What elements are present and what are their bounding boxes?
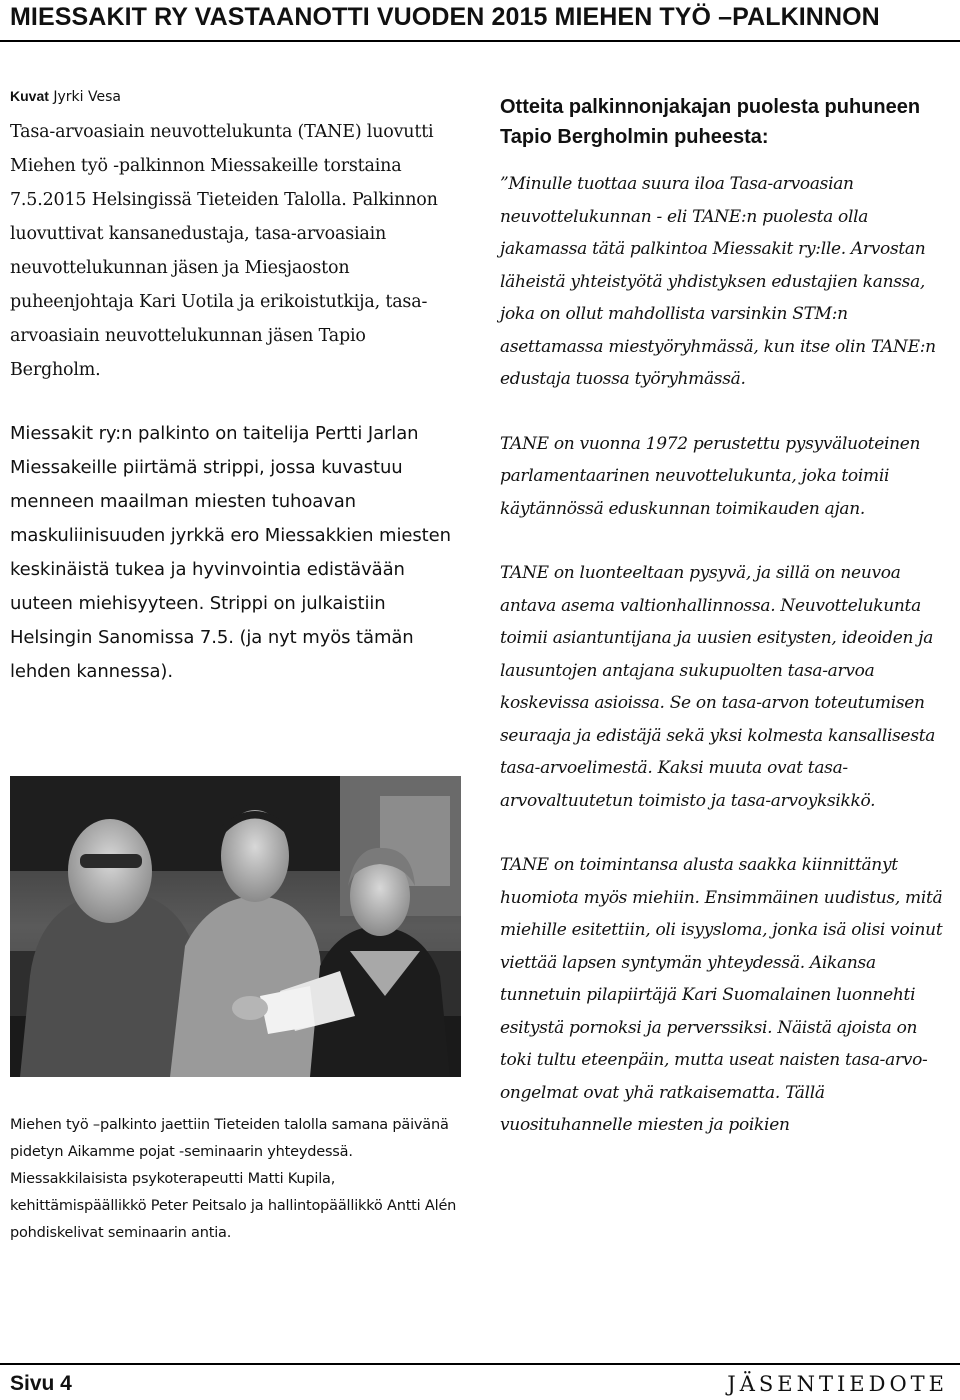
speech-heading: Otteita palkinnonjakajan puolesta puhuneen Tapio Bergholmin puheesta: <box>500 96 921 148</box>
photo-credit <box>10 86 460 107</box>
photo-caption: Miehen työ –palkinto jaettiin Tieteiden talolla samana päivänä pidetyn Aikamme pojat -seminaarin yhteydessä. Miessakkilaisista psykoterapeutti Matti Kupila, kehittämispäällikkö Peter Peitsalo ja hallintopäällikkö Antti Alén pohdiskelivat seminaarin antia. <box>10 1117 457 1241</box>
right-column <box>500 92 950 1174</box>
seminar-photo <box>10 776 461 1077</box>
speech-paragraph-4: TANE on toimintansa alusta saakka kiinnittänyt huomiota myös miehiin. Ensimmäinen uudistus, mitä miehille esitettiin, oli isyyslomа, jonka isä olisi voinut viettää lapsen syntymän yhteydessä. Aikansa tunnetuin pilapiirtäjä Kari Suomalainen luonnehti esitystä pornoksi ja perverssiksi. Näistä ajoista on toki tultu eteenpäin, mutta useat naisten tasa-arvo-ongelmat ovat yhä ratkaisematta. Tällä vuosituhannelle miesten ja poikien <box>500 855 943 1135</box>
speech-paragraph-3: TANE on luonteeltaan pysyvä, ja sillä on neuvoa antava asema valtionhallinnossa. Neuvottelukunta toimii asiantuntijana ja uusien esitysten, ideoiden ja lausuntojen antajana sukupuolten tasa-arvoa koskevissa asioissa. Se on tasa-arvon toteutumisen seuraaja ja edistäjä sekä yksi kolmesta kansallisesta tasa-arvoelimestä. Kaksi muuta ovat tasa-arvovaltuutetun toimisto ja tasa-arvoyksikkö. <box>500 563 936 811</box>
intro-paragraph: Tasa-arvoasiain neuvottelukunta (TANE) luovutti Miehen työ -palkinnon Miessakeille torstaina 7.5.2015 Helsingissä Tieteiden Talolla. Palkinnon luovuttivat kansanedustaja, tasa-arvoasiain neuvottelukunnan jäsen ja Miesjaoston puheenjohtaja Kari Uotila ja erikoistutkija, tasa-arvoasiain neuvottelukunnan jäsen Tapio Bergholm. <box>10 122 438 380</box>
photo-credit-label: Kuvat <box>10 88 49 104</box>
photo-credit-name: Jyrki Vesa <box>53 89 121 105</box>
left-column <box>10 86 460 689</box>
prize-paragraph: Miessakit ry:n palkinto on taitelija Pertti Jarlan Miessakeille piirtämä strippi, jossa kuvastuu menneen maailman miesten tuhoavan maskuliinisuuden jyrkkä ero Miessakkien miesten keskinäistä tukea ja hyvinvointia edistävään uuteen miehisyyteen. Strippi on julkaistiin Helsingin Sanomissa 7.5. (ja nyt myös tämän lehden kannessa). <box>10 423 451 682</box>
article-headline: MIESSAKIT RY VASTAANOTTI VUODEN 2015 MIEHEN TYÖ –PALKINNON <box>10 3 880 31</box>
top-rule <box>0 40 960 42</box>
magazine-title: JÄSENTIEDOTE <box>727 1372 948 1396</box>
speech-paragraph-1: ”Minulle tuottaa suura iloa Tasa-arvoasian neuvottelukunnan - eli TANE:n puolesta olla jakamassa tätä palkintoa Miessakit ry:lle. Arvostan läheistä yhteistyötä yhdistyksen edustajien kanssa, joka on ollut mahdollista varsinkin STM:n asettamassa miestyöryhmässä, kun itse olin TANE:n edustaja tuossa työryhmässä. <box>500 174 936 389</box>
speech-paragraph-2: TANE on vuonna 1972 perustettu pysyväluoteinen parlamentaarinen neuvottelukunta, joka toimii käytännössä eduskunnan toimikauden ajan. <box>500 433 921 519</box>
seminar-photo-image <box>10 776 461 1077</box>
bottom-rule <box>0 1363 960 1365</box>
page-number: Sivu 4 <box>10 1372 72 1395</box>
